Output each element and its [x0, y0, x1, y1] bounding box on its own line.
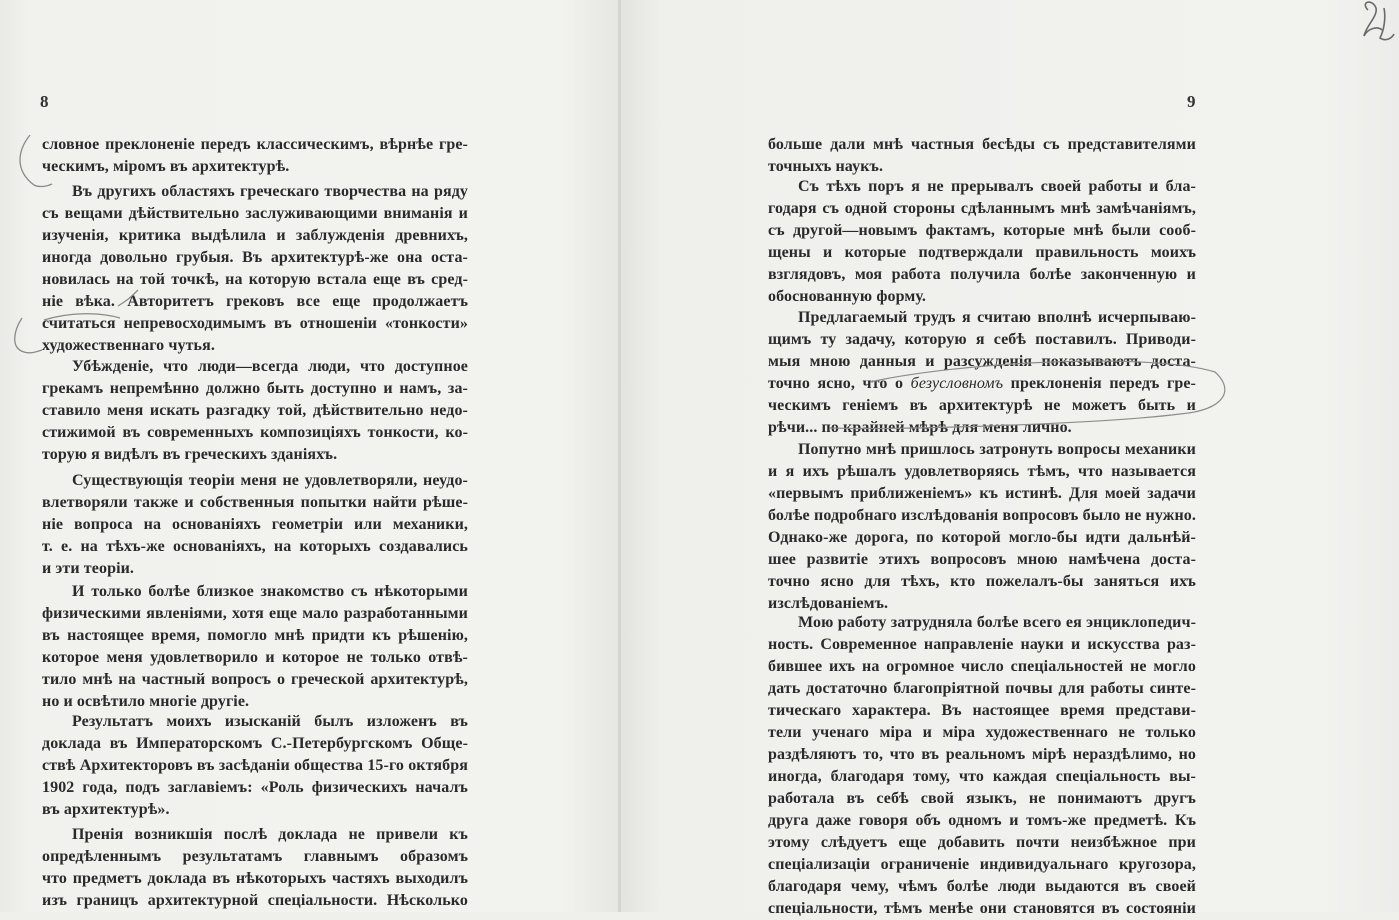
text-line: ніе вопроса на основаніяхъ геометріи или механики, [42, 516, 468, 533]
text-line: ніе вѣка. Авторитетъ грековъ все еще продолжаетъ [42, 293, 468, 310]
text-line: 1902 года, подъ заглавіемъ: «Роль физическихъ началъ [42, 779, 468, 796]
text-line: ческимъ, міромъ въ архитектурѣ. [42, 158, 290, 175]
text-line: «первымъ приближеніемъ» къ истинѣ. Для моей задачи [768, 485, 1196, 502]
text-line: новилась на той точкѣ, на которую встала еще въ сред- [42, 271, 468, 288]
text-line: точно ясно для тѣхъ, кто пожелалъ-бы заняться ихъ [768, 573, 1196, 590]
paragraph [42, 134, 468, 178]
text-line: въ настоящее время, помогло мнѣ придти къ рѣшенію, [42, 627, 468, 644]
text-line: дать достаточно благопріятной почвы для работы синте- [768, 680, 1196, 697]
paragraph [768, 439, 1196, 615]
italic-emphasis: безусловномъ [910, 375, 1004, 392]
text-line: больше дали мнѣ частныя бесѣды съ представителями [768, 136, 1196, 153]
text-segment: преклоненія передъ гре- [1003, 375, 1196, 392]
paragraph [42, 581, 468, 713]
text-line: этому слѣдуетъ еще добавить почти неизбѣжное при [768, 834, 1196, 851]
text-line: изслѣдованіемъ. [768, 595, 889, 612]
text-line: раздѣляютъ то, что въ реальномъ мірѣ нераздѣлимо, но [768, 746, 1196, 763]
text-line: художественнаго чутья. [42, 337, 215, 354]
text-line: т. е. на тѣхъ-же основаніяхъ, на которыхъ создавались [42, 538, 468, 555]
text-line: Предлагаемый трудъ я считаю вполнѣ исчерпываю- [798, 309, 1196, 326]
text-line: грекамъ непремѣнно должно быть доступно и намъ, за- [42, 380, 468, 397]
text-line: Мою работу затрудняла болѣе всего ея энциклопедич- [798, 614, 1196, 631]
text-line: иногда довольно грубыя. Въ архитектурѣ-же она оста- [42, 249, 468, 266]
text-line: которое меня удовлетворило и которое не только отвѣ- [42, 649, 468, 666]
paragraph [768, 134, 1196, 178]
text-line: рѣчи... по крайней мѣрѣ для меня лично. [768, 419, 1072, 436]
text-line: словное преклоненіе передъ классическимъ, вѣрнѣе гре- [42, 136, 468, 153]
text-line: и я ихъ рѣшалъ удовлетворяясь тѣмъ, что называется [768, 463, 1196, 480]
text-line: ствѣ Архитекторовъ въ засѣданіи общества 15-го октября [42, 757, 468, 774]
text-line: годаря съ одной стороны сдѣланнымъ мнѣ замѣчаніямъ, [768, 200, 1196, 217]
text-line: шее развитіе этихъ вопросовъ мною намѣчена доста- [768, 551, 1196, 568]
text-line: физическими явленіями, хотя еще мало разработанными [42, 605, 468, 622]
text-line: точныхъ наукъ. [768, 158, 884, 175]
text-line: мыя мною данныя и разсужденія показываютъ доста- [768, 353, 1196, 370]
text-line [768, 373, 1196, 395]
text-line: бившее ихъ на огромное число спеціальностей не могло [768, 658, 1196, 675]
paragraph [42, 356, 468, 466]
page-number: 8 [40, 92, 49, 111]
paragraph [42, 824, 468, 912]
text-line: съ вещами дѣйствительно заслуживающими вниманія и [42, 205, 468, 222]
paragraph [42, 470, 468, 580]
text-line: щены и которые подтверждали правильность моихъ [768, 244, 1196, 261]
text-line: Въ другихъ областяхъ греческаго творчества на ряду [72, 183, 468, 200]
text-line: И только болѣе близкое знакомство съ нѣкоторыми [72, 583, 468, 600]
paragraph [768, 176, 1196, 308]
text-line: тическаго характера. Въ настоящее время представи- [768, 702, 1196, 719]
text-line: ставило меня искать разгадку той, дѣйствительно недо- [42, 402, 468, 419]
text-line: тели ученаго міра и міра художественнаго не только [768, 724, 1196, 741]
text-line: стижимой въ современныхъ композиціяхъ тонкости, ко- [42, 424, 468, 441]
text-line: торую я видѣлъ въ греческихъ зданіяхъ. [42, 446, 338, 463]
book-gutter [618, 0, 621, 912]
text-line: тило мнѣ на частный вопросъ о греческой архитектурѣ, [42, 671, 468, 688]
text-line: взглядовъ, моя работа получила болѣе законченную и [768, 266, 1196, 283]
text-line: что предметъ доклада въ нѣкоторыхъ частяхъ выходилъ [42, 870, 468, 887]
text-line: иногда, благодаря тому, что каждая спеціальность вы- [768, 768, 1196, 785]
text-line: считаться непревосходимымъ въ отношеніи «тонкости» [42, 315, 468, 332]
page-number: 9 [1187, 92, 1196, 111]
text-line: изъ границъ архитектурной спеціальности. Нѣсколько [42, 892, 468, 909]
text-line: и эти теоріи. [42, 560, 135, 577]
text-line: опредѣленнымъ результатамъ главнымъ образомъ [42, 848, 468, 865]
text-line: Съ тѣхъ поръ я не прерывалъ своей работы и бла- [798, 178, 1196, 195]
text-line: Существующія теоріи меня не удовлетворяли, неудо- [72, 472, 468, 489]
text-line: болѣе подробнаго изслѣдованія вопросовъ было не нужно. [768, 507, 1196, 524]
text-line: Однако-же дорога, по которой могло-бы идти дальнѣй- [768, 529, 1196, 546]
text-line: съ другой—новымъ фактамъ, которые мнѣ были сооб- [768, 222, 1196, 239]
text-line: ческимъ геніемъ въ архитектурѣ не можетъ быть и [768, 397, 1196, 414]
page-right [620, 0, 1399, 917]
paragraph [768, 612, 1196, 920]
text-line: доклада въ Императорскомъ С.-Петербургскомъ Обще- [42, 735, 468, 752]
text-line: Попутно мнѣ пришлось затронуть вопросы механики [798, 441, 1196, 458]
text-line: щимъ ту задачу, которую я себѣ поставилъ. Приводи- [768, 331, 1196, 348]
paragraph [768, 307, 1196, 439]
text-line: обоснованную форму. [768, 288, 926, 305]
text-line: работала въ себѣ свой языкъ, не понимаютъ другъ [768, 790, 1196, 807]
text-line: но и освѣтило многіе другіе. [42, 693, 250, 710]
text-line: ность. Современное направленіе науки и искусства раз- [768, 636, 1196, 653]
paragraph [42, 711, 468, 821]
text-line: въ архитектурѣ». [42, 801, 170, 818]
text-line: изученія, критика выдѣлила и заблужденія древнихъ, [42, 227, 468, 244]
text-line: спеціальности, тѣмъ менѣе они становятся въ состояніи [768, 900, 1196, 917]
text-line: Результатъ моихъ изысканій былъ изложенъ въ [72, 713, 468, 730]
text-line: Убѣжденіе, что люди—всегда люди, что доступное [72, 358, 468, 375]
text-line: влетворяли также и собственныя попытки найти рѣше- [42, 494, 468, 511]
page-left [0, 0, 620, 912]
paragraph [42, 181, 468, 357]
text-line: друга даже говоря объ одномъ и томъ-же предметѣ. Къ [768, 812, 1196, 829]
text-segment: точно ясно, что о [768, 375, 911, 392]
text-line: Пренія возникшія послѣ доклада не привели къ [72, 826, 468, 843]
text-line: благодаря чему, чѣмъ болѣе люди выдаются въ своей [768, 878, 1196, 895]
text-line: спеціализаціи ограниченіе индивидуальнаго кругозора, [768, 856, 1196, 873]
